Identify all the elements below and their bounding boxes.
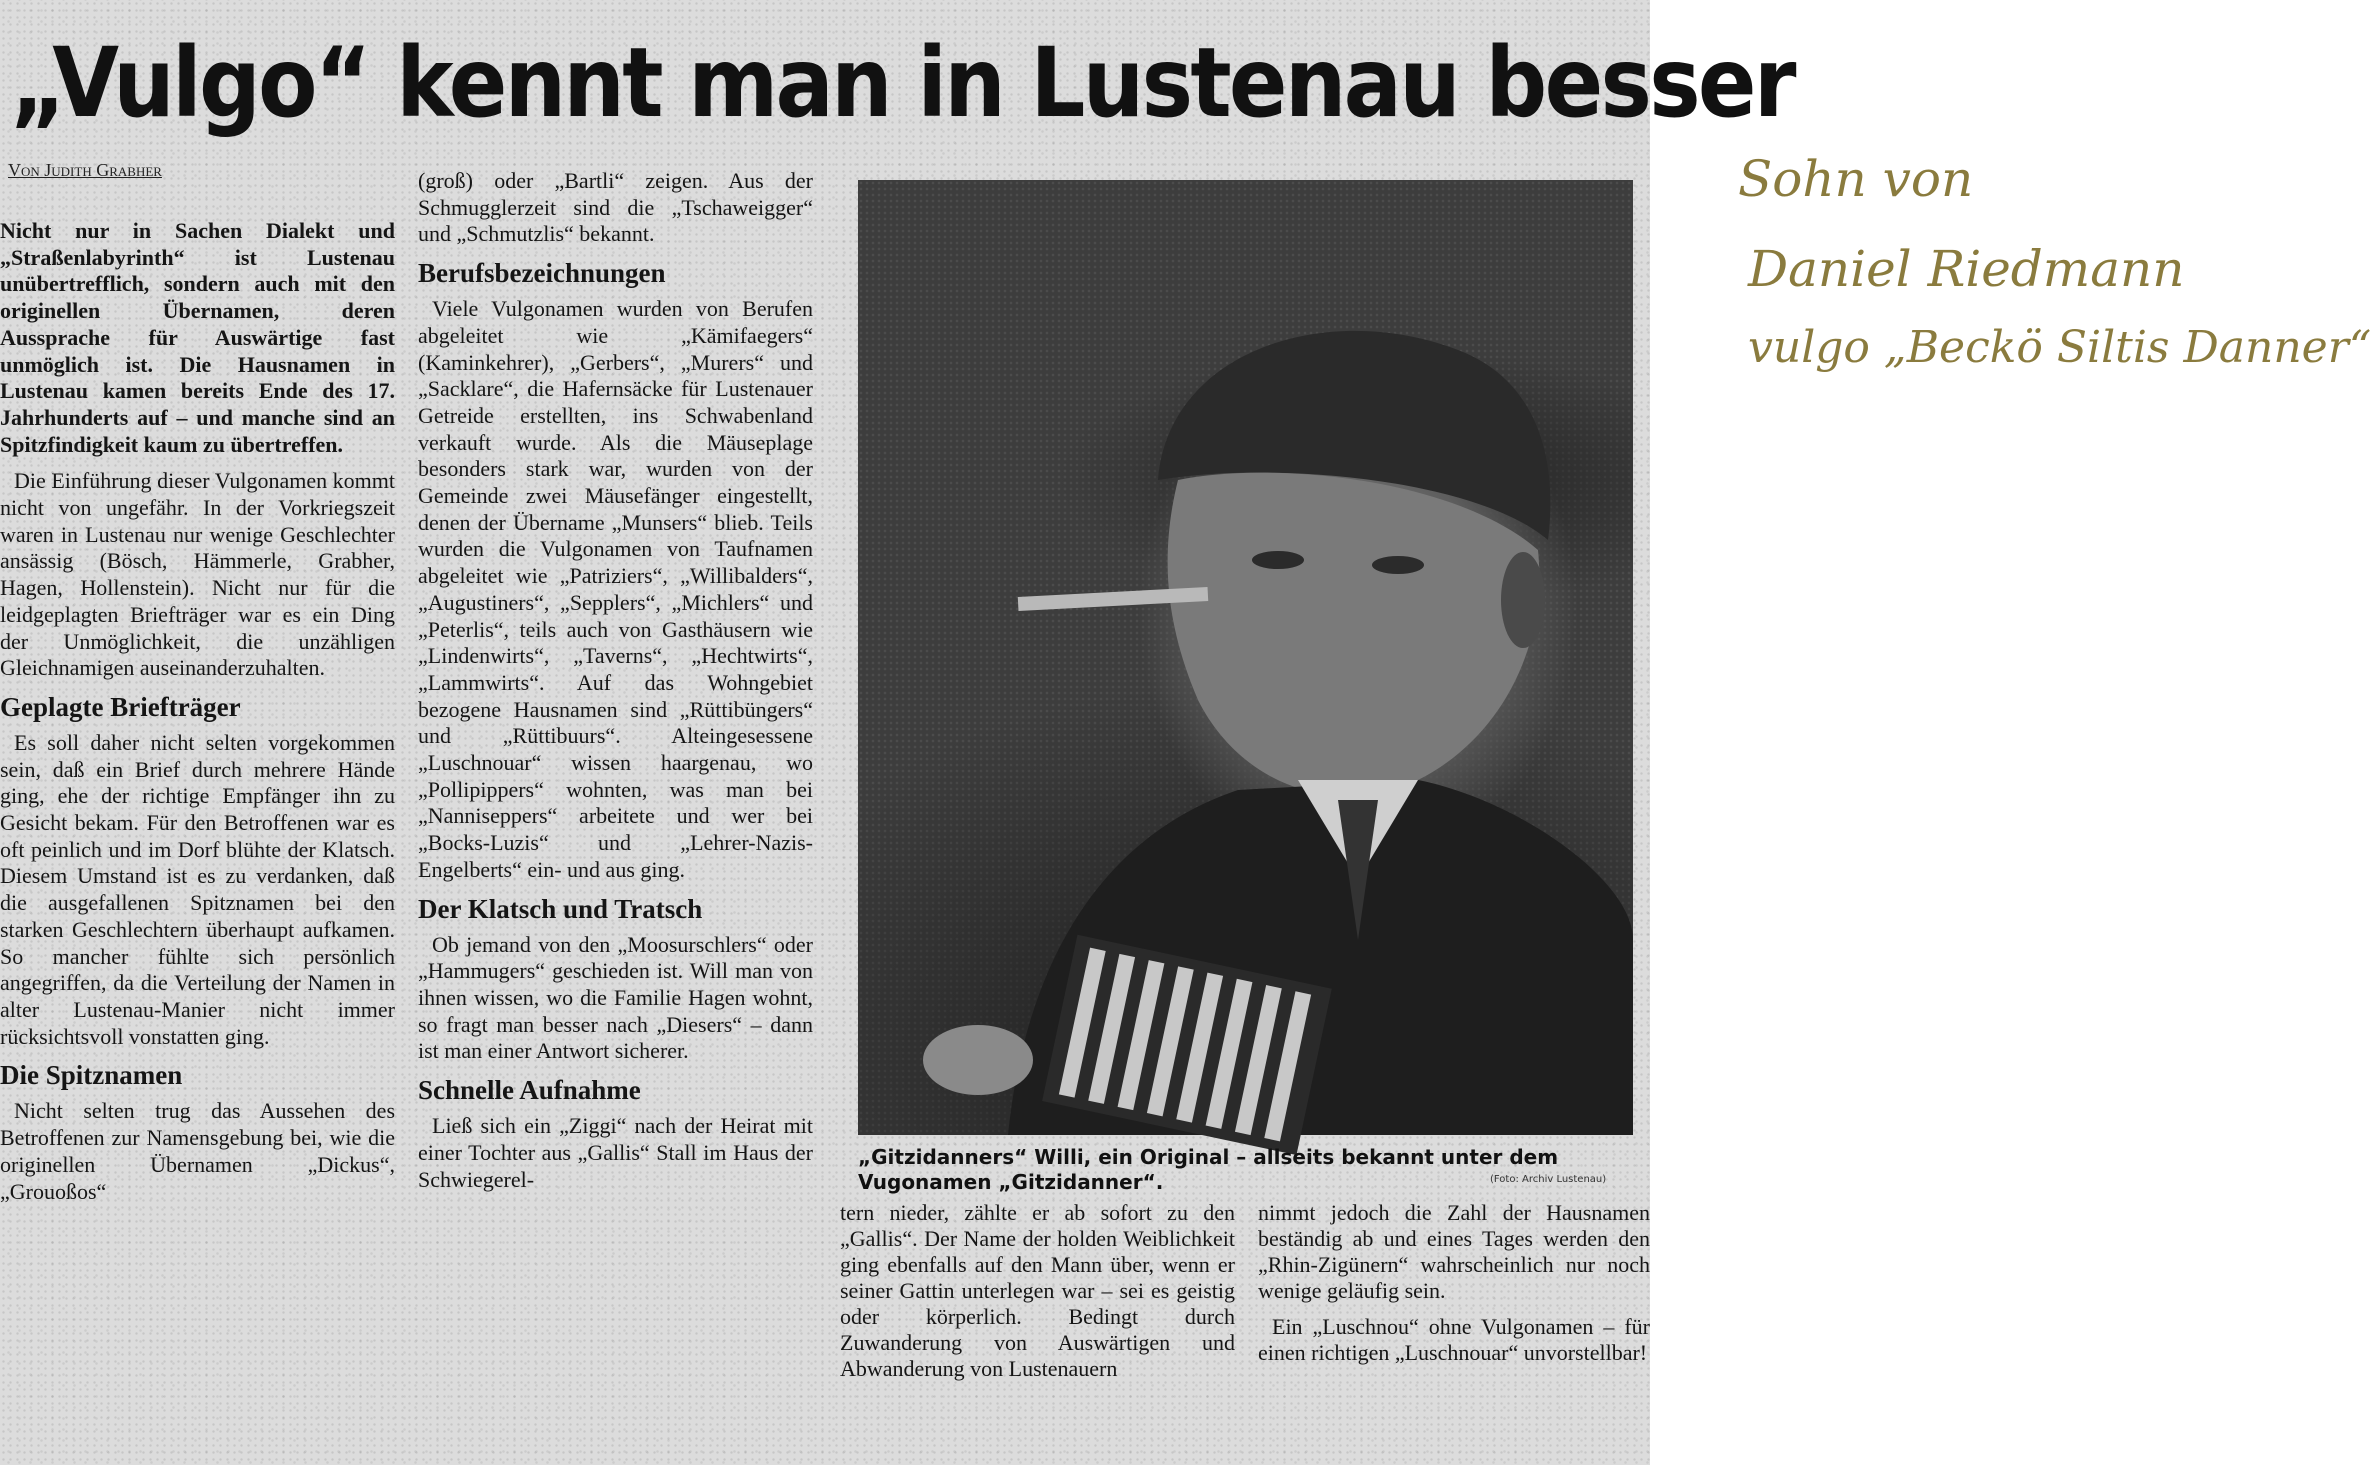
paragraph: Es soll daher nicht selten vorgekommen sein, daß ein Brief durch mehrere Hände ging, ehe der richtige Empfänger ihn zu Gesicht bekam. Für den Betroffenen war es oft peinlich und im Dorf blühte der Klatsch. Diesem Umstand ist es zu verdanken, daß die ausgefallenen Spitznamen bei den starken Geschlechtern überhaupt aufkamen. So mancher fühlte sich persönlich angegriffen, da die Verteilung der Namen in alter Lustenau-Manier nicht immer rücksichtsvoll vonstatten ging. bbox=[0, 729, 395, 1049]
lead-paragraph: Nicht nur in Sachen Dialekt und „Straßenlabyrinth“ ist Lustenau unübertrefflich, sondern auch mit den originellen Übernamen, deren Aussprache für Auswärtige fast unmöglich ist. Die Hausnamen in Lustenau kamen bereits Ende des 17. Jahrhunderts auf – und manche sind an Spitzfindigkeit kaum zu übertreffen. bbox=[0, 218, 395, 457]
paragraph: nimmt jedoch die Zahl der Hausnamen beständig ab und eines Tages werden den „Rhin-Zigünern“ wahrscheinlich nur noch wenige geläufig sein. bbox=[1258, 1200, 1650, 1303]
subheading: Geplagte Briefträger bbox=[0, 691, 241, 722]
article-column-2 bbox=[418, 168, 813, 1418]
paragraph: tern nieder, zählte er ab sofort zu den „Gallis“. Der Name der holden Weiblichkeit ging ebenfalls auf den Mann über, wenn er seiner Gattin unterlegen war – sei es geistig oder körperlich. Bedingt durch Zuwanderung von Auswärtigen und Abwanderung von Lustenauern bbox=[840, 1200, 1235, 1381]
paragraph: Ließ sich ein „Ziggi“ nach der Heirat mit einer Tochter aus „Gallis“ Stall im Haus der Schwiegerel- bbox=[418, 1113, 813, 1192]
paragraph: Die Einführung dieser Vulgonamen kommt nicht von ungefähr. In der Vorkriegszeit waren in Lustenau nur wenige Geschlechter ansässig (Bösch, Hämmerle, Grabher, Hagen, Hollenstein). Nicht nur für die leidgeplagten Briefträger war es ein Ding der Unmöglichkeit, die unzähligen Gleichnamigen auseinanderzuhalten. bbox=[0, 468, 395, 681]
byline: Von Judith Grabher bbox=[8, 160, 162, 180]
accordion-player-illustration bbox=[858, 180, 1633, 1135]
portrait-photo bbox=[858, 180, 1633, 1135]
handwritten-note-line-1: Sohn von bbox=[1738, 150, 1974, 208]
subheading: Der Klatsch und Tratsch bbox=[418, 893, 703, 924]
paragraph: (groß) oder „Bartli“ zeigen. Aus der Schmugglerzeit sind die „Tschaweigger“ und „Schmutzlis“ bekannt. bbox=[418, 168, 813, 247]
subheading: Die Spitznamen bbox=[0, 1060, 183, 1091]
subheading: Schnelle Aufnahme bbox=[418, 1075, 641, 1106]
article-column-1 bbox=[0, 218, 395, 1418]
article-column-3 bbox=[840, 1200, 1235, 1430]
paragraph: Ein „Luschnou“ ohne Vulgonamen – für einen richtigen „Luschnouar“ unvorstellbar! bbox=[1258, 1314, 1650, 1365]
paragraph: Ob jemand von den „Moosurschlers“ oder „Hammugers“ geschieden ist. Will man von ihnen wissen, wo die Familie Hagen wohnt, so fragt man besser nach „Diesers“ – dann ist man einer Antwort sicherer. bbox=[418, 931, 813, 1064]
handwritten-note-line-2: Daniel Riedmann bbox=[1748, 240, 2185, 298]
photo-caption: „Gitzidanners“ Willi, ein Original – allseits bekannt unter dem Vugonamen „Gitzidanner“. bbox=[858, 1145, 1559, 1194]
paragraph: Nicht selten trug das Aussehen des Betroffenen zur Namensgebung bei, wie die originellen Übernamen „Dickus“, „Grouoßos“ bbox=[0, 1098, 395, 1204]
headline: „Vulgo“ kennt man in Lustenau besser bbox=[10, 27, 1794, 139]
photo-credit: (Foto: Archiv Lustenau) bbox=[1490, 1174, 1607, 1185]
subheading: Berufsbezeichnungen bbox=[418, 258, 666, 289]
paragraph: Viele Vulgonamen wurden von Berufen abgeleitet wie „Kämifaegers“ (Kaminkehrer), „Gerbers“, „Murers“ und „Sacklare“, die Hafernsäcke für Lustenauer Getreide erstellten, ins Schwabenland verkauft wurde. Als die Mäuseplage besonders stark war, wurden von der Gemeinde zwei Mäusefänger eingestellt, denen der Übername „Munsers“ blieb. Teils wurden die Vulgonamen von Taufnamen abgeleitet wie „Patriziers“, „Willibalders“, „Augustiners“, „Sepplers“, „Michlers“ und „Peterlis“, teils auch von Gasthäusern wie „Lindenwirts“, „Taverns“, „Hechtwirts“, „Lammwirts“. Auf das Wohngebiet bezogene Hausnamen sind „Rüttibüngers“ und „Rüttibuurs“. Alteingesessene „Luschnouar“ wissen haargenau, wo „Pollipippers“ wohnten, was man bei „Nanniseppers“ arbeitete und wer bei „Bocks-Luzis“ und „Lehrer-Nazis-Engelberts“ ein- und aus ging. bbox=[418, 296, 813, 882]
handwritten-note-line-3: vulgo „Beckö Siltis Danner“ bbox=[1748, 322, 2371, 373]
article-column-4 bbox=[1258, 1200, 1650, 1430]
